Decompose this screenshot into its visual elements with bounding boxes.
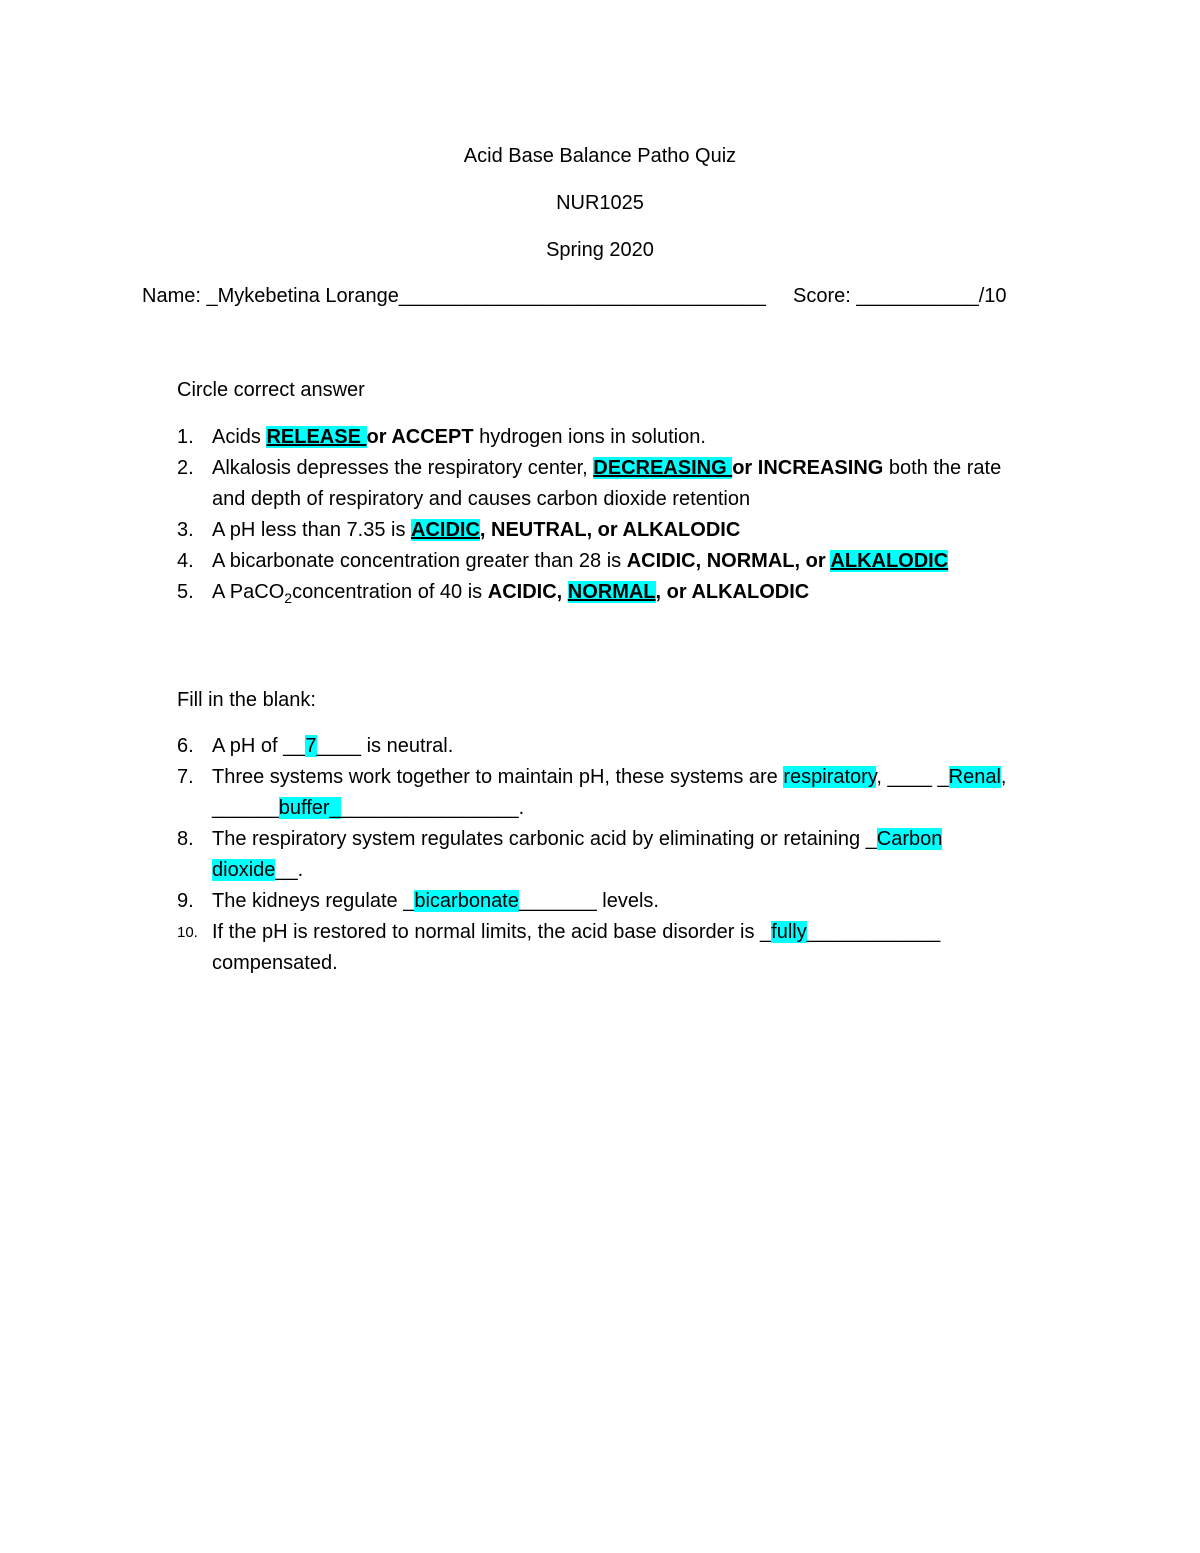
score-label: Score: — [793, 285, 851, 307]
question-5: 5. A PaCO$_2$concentration of 40 is ACIDIC, NORMAL, or ALKALODIC — [177, 577, 1037, 608]
name-value: _Mykebetina Lorange_________________________________ — [206, 285, 766, 307]
question-2: 2. Alkalosis depresses the respiratory center, DECREASING or INCREASING both the rate and depth of respiratory and causes carbon dioxide retention — [177, 453, 1037, 515]
question-10: 10. If the pH is restored to normal limits, the acid base disorder is _fully____________ compensated. — [177, 917, 1037, 979]
question-number: 6. — [177, 735, 194, 757]
question-number: 3. — [177, 519, 194, 541]
circle-answer-list — [177, 422, 1037, 608]
question-6: 6. A pH of __7____ is neutral. — [177, 731, 1037, 762]
section-circle-heading: Circle correct answer — [177, 379, 365, 401]
question-number: 10. — [177, 924, 198, 941]
answer-highlight: bicarbonate — [414, 890, 519, 912]
question-number: 8. — [177, 828, 194, 850]
answer-highlight: NORMAL — [567, 581, 656, 603]
answer-highlight: 7 — [305, 735, 317, 757]
answer-highlight: Carbon dioxide — [212, 828, 943, 881]
question-number: 5. — [177, 581, 194, 603]
answer-highlight: ALKALODIC — [830, 550, 949, 572]
answer-highlight: DECREASING — [593, 457, 733, 479]
answer-highlight: fully — [771, 921, 807, 943]
question-8: 8. The respiratory system regulates carbonic acid by eliminating or retaining _Carbon dioxide__. — [177, 824, 1037, 886]
answer-highlight: RELEASE — [266, 426, 367, 448]
question-9: 9. The kidneys regulate _bicarbonate_______ levels. — [177, 886, 1037, 917]
answer-highlight: ACIDIC — [411, 519, 480, 541]
question-4: 4. A bicarbonate concentration greater than 28 is ACIDIC, NORMAL, or ALKALODIC — [177, 546, 1037, 577]
question-7: 7. Three systems work together to maintain pH, these systems are respiratory, ____ _Renal, ______buffer_________________. — [177, 762, 1037, 824]
question-number: 7. — [177, 766, 194, 788]
question-number: 4. — [177, 550, 194, 572]
quiz-title: Acid Base Balance Patho Quiz — [463, 145, 737, 167]
question-number: 1. — [177, 426, 194, 448]
section-fill-heading: Fill in the blank: — [177, 689, 316, 711]
question-number: 2. — [177, 457, 194, 479]
answer-highlight: Renal — [948, 766, 1001, 788]
term: Spring 2020 — [546, 239, 654, 261]
answer-highlight: buffer_ — [278, 797, 341, 819]
course-code: NUR1025 — [556, 192, 644, 214]
answer-highlight: respiratory — [783, 766, 877, 788]
fill-blank-list — [177, 731, 1037, 979]
question-number: 9. — [177, 890, 194, 912]
score-value: ___________/10 — [856, 285, 1007, 307]
question-3: 3. A pH less than 7.35 is ACIDIC, NEUTRAL, or ALKALODIC — [177, 515, 1037, 546]
question-1: 1. Acids RELEASE or ACCEPT hydrogen ions in solution. — [177, 422, 1037, 453]
name-score-line — [142, 284, 1007, 308]
name-label: Name: — [142, 285, 201, 307]
